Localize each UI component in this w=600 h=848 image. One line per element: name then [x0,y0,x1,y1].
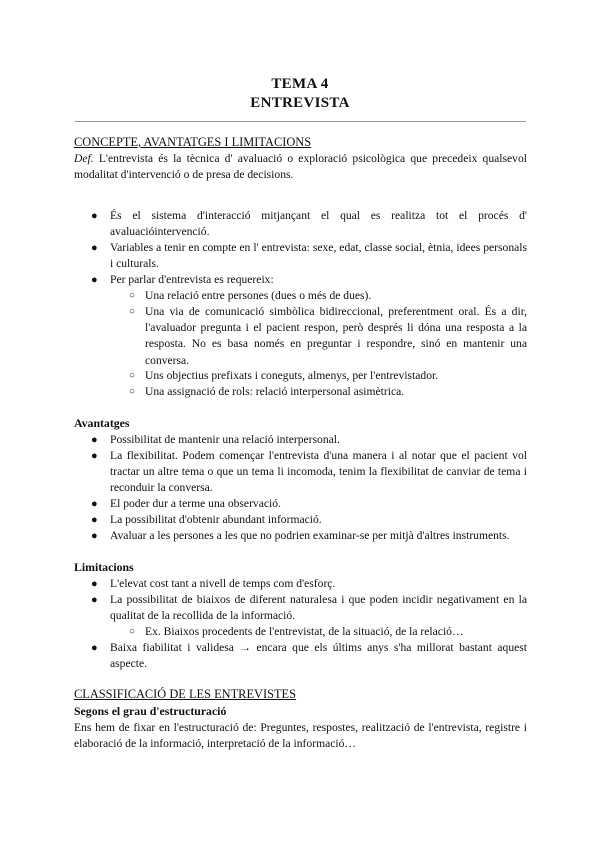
avantatge-1: Possibilitat de mantenir una relació interpersonal. [110,433,340,446]
avantatge-4: La possibilitat d'obtenir abundant informació. [110,513,322,526]
bullet-glyph: ● [91,514,98,526]
def-text: L'entrevista és la tècnica d' avaluació o exploració psicològica que precedeix qualsevol modalitat d'intervenció o de presa de decisions. [74,152,527,182]
title-divider [75,121,526,122]
sub-bullet-glyph: ○ [129,306,136,317]
avantatge-5: Avaluar a les persones a les que no podrien examinar-se per mitjà d'altres instruments. [110,529,510,542]
requirement-2: Una via de comunicació simbòlica bidireccional, preferentment oral. És a dir, l'avaluador pregunta i el pacient respon, però després li dóna una resposta a la resposta. No es basa només en preguntar i respondre, sinó en mantenir una conversa. [145,305,527,367]
estructuracio-paragraph: Ens hem de fixar en l'estructuració de: Preguntes, respostes, realització de l'entrevista, registre i elaboració de la informació, interpretació de la informació… [74,721,527,751]
avantatge-3: El poder dur a terme una observació. [110,497,281,510]
section-heading-concepte: CONCEPTE, AVANTATGES I LIMITACIONS [74,135,312,149]
avantatge-2: La flexibilitat. Podem començar l'entrevista d'una manera i al notar que el pacient vol tractar un altre tema o que un tema li incomoda, tenim la flexibilitat de canviar de tema i reconduir la conversa. [110,449,527,495]
concept-bullet-2: Variables a tenir en compte en l' entrevista: sexe, edat, classe social, ètnia, idees personals i culturals. [110,241,527,271]
limitacio-1: L'elevat cost tant a nivell de temps com d'esforç. [110,577,336,590]
sub-bullet-glyph: ○ [129,626,136,637]
sub-bullet-glyph: ○ [129,370,136,381]
bullet-glyph: ● [91,210,98,222]
avantatges-heading: Avantatges [74,416,130,430]
requirement-3: Uns objectius prefixats i coneguts, almenys, per l'entrevistador. [145,369,439,382]
definition-paragraph [74,151,527,183]
requirement-4: Una assignació de rols: relació interpersonal asimètrica. [145,385,405,398]
limitacions-heading: Limitacions [74,560,134,574]
bullet-glyph: ● [91,530,98,542]
bullet-glyph: ● [91,594,98,606]
doc-subtitle: ENTREVISTA [250,95,350,111]
limitacio-3: Baixa fiabilitat i validesa → encara que els últims anys s'ha millorat bastant aquest aspecte. [110,641,527,671]
limitacio-2: La possibilitat de biaixos de diferent naturalesa i que poden incidir negativament en la qualitat de la recollida de la informació. [110,593,527,623]
bullet-glyph: ● [91,578,98,590]
estructuracio-subheading: Segons el grau d'estructuració [74,704,227,718]
concept-bullet-3: Per parlar d'entrevista es requereix: [110,273,274,286]
def-label: Def. [74,152,94,165]
bullet-glyph: ● [91,274,98,286]
doc-title: TEMA 4 [271,76,329,92]
concept-bullet-1: És el sistema d'interacció mitjançant el qual es realitza tot el procés d' avaluacióintervenció. [110,209,527,239]
bullet-glyph: ● [91,498,98,510]
bullet-glyph: ● [91,642,98,654]
sub-bullet-glyph: ○ [129,290,136,301]
bullet-glyph: ● [91,450,98,462]
sub-bullet-glyph: ○ [129,386,136,397]
bullet-glyph: ● [91,434,98,446]
requirement-1: Una relació entre persones (dues o més de dues). [145,289,372,302]
bullet-glyph: ● [91,242,98,254]
limitacio-example: Ex. Biaixos procedents de l'entrevistat, de la situació, de la relació… [145,625,464,638]
section-heading-classificacio: CLASSIFICACIÓ DE LES ENTREVISTES [74,687,297,701]
